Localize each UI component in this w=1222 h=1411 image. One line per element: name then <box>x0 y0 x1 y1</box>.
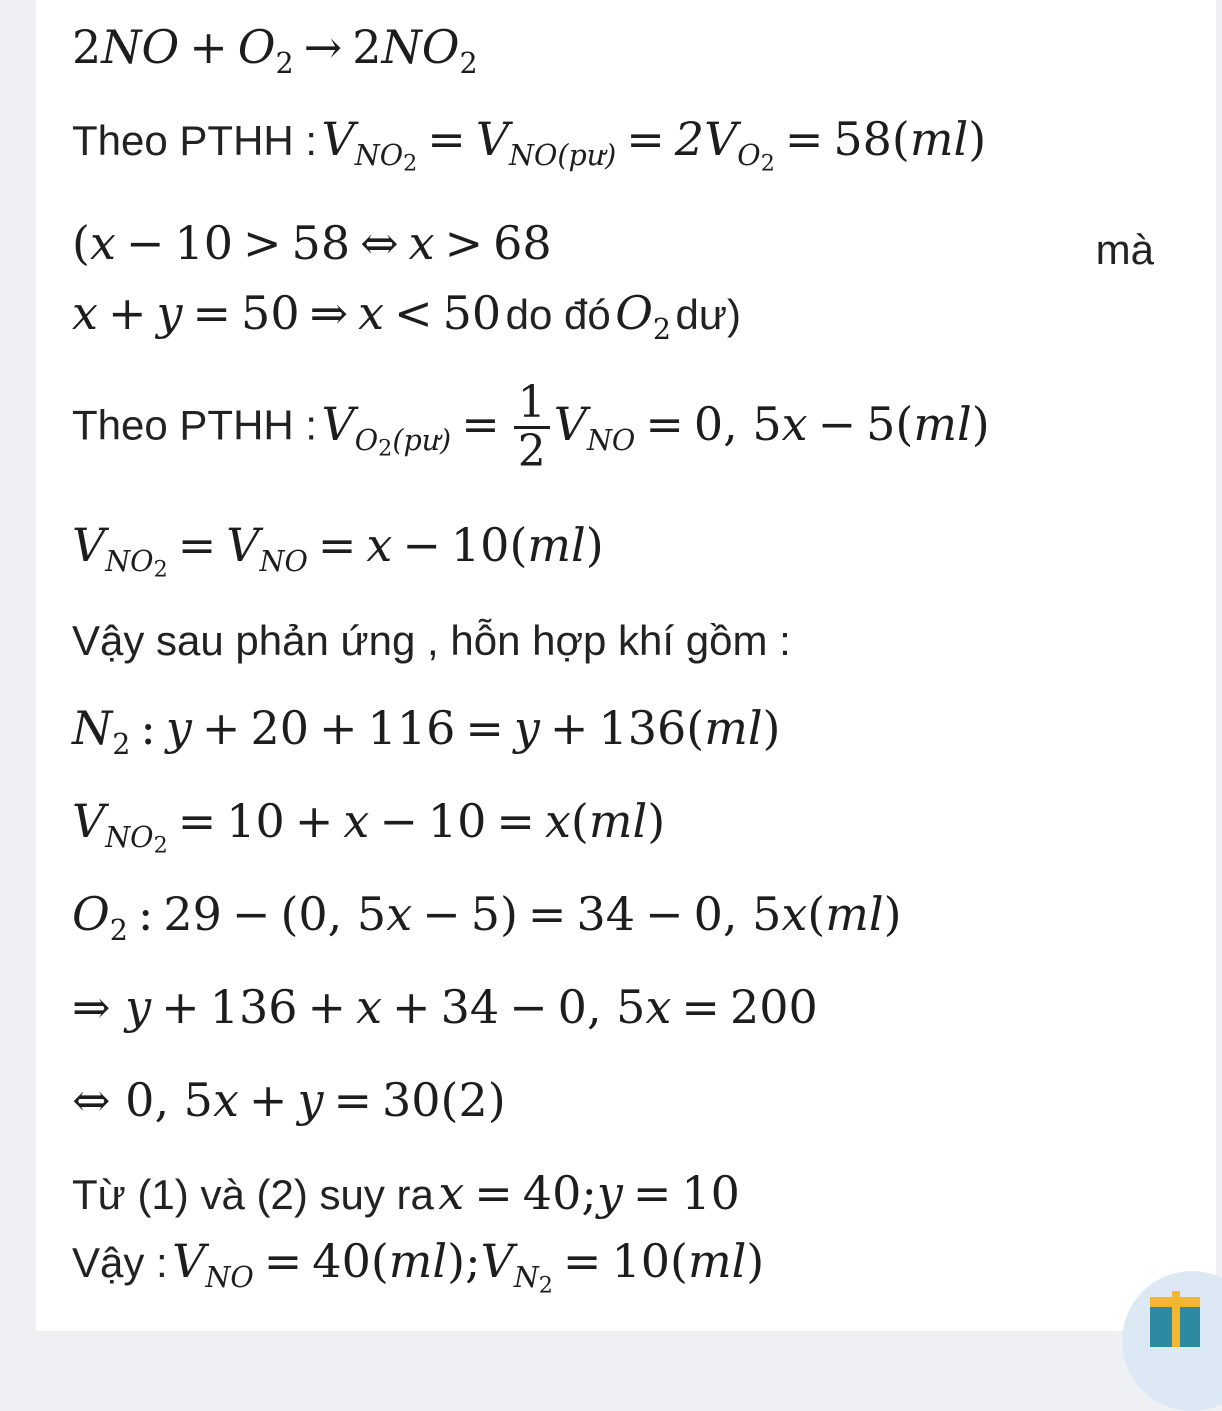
equation-o2-remaining: $O_2$ : 29 − (0, 5x − 5) = 34 − 0, 5x(ml) <box>72 887 902 947</box>
solution-card <box>36 0 1216 1331</box>
equation-volume-o2: Theo PTHH : $V_{O_2(pư)}$ = $\frac{1}{2}$ $V_{NO} = 0$, 5x − 5(ml) <box>72 377 990 478</box>
gift-ribbon-shape <box>1172 1291 1180 1347</box>
equation-2: ⇔ 0, 5x + y = 30(2) <box>72 1073 506 1127</box>
equation-no2-total: $V_{NO_2} = 10 + x - 10 = x(ml)$ <box>72 794 666 859</box>
solution-xy: Từ (1) và (2) suy ra x = 40;y = 10 <box>72 1166 740 1220</box>
text-after-reaction: Vậy sau phản ứng , hỗn hợp khí gồm : <box>72 617 791 664</box>
final-answer: Vậy : $V_{NO}$ = $40(ml);V_{N_2} = 10(ml)$ <box>72 1234 765 1299</box>
equation-no2-equals-no: $V_{NO_2} = V_{NO} = x - 10(ml)$ <box>72 518 604 583</box>
constraint-sum: x + y = 50 ⇒ x < 50 do đó $O_2$ dư) <box>72 286 741 346</box>
fraction-half: $\frac{1}{2}$ <box>514 380 550 475</box>
equation-total-volume: ⇒ y + 136 + x + 34 − 0, 5x = 200 <box>72 980 818 1034</box>
inequality-x: (x − 10 > 58 ⇔ x > 68 <box>72 216 552 270</box>
conjunction-text: mà <box>1095 226 1154 273</box>
equation-reaction: $2NO + O_2 \to 2NO_2$ <box>72 20 478 80</box>
equation-n2: $N_2$ : y + 20 + 116 = y + 136(ml) <box>72 701 781 761</box>
equation-volume-no2: Theo PTHH : $V_{NO_2} = V_{NO(pư)} = 2V_{O_2} = 58(ml)$ <box>72 112 987 177</box>
